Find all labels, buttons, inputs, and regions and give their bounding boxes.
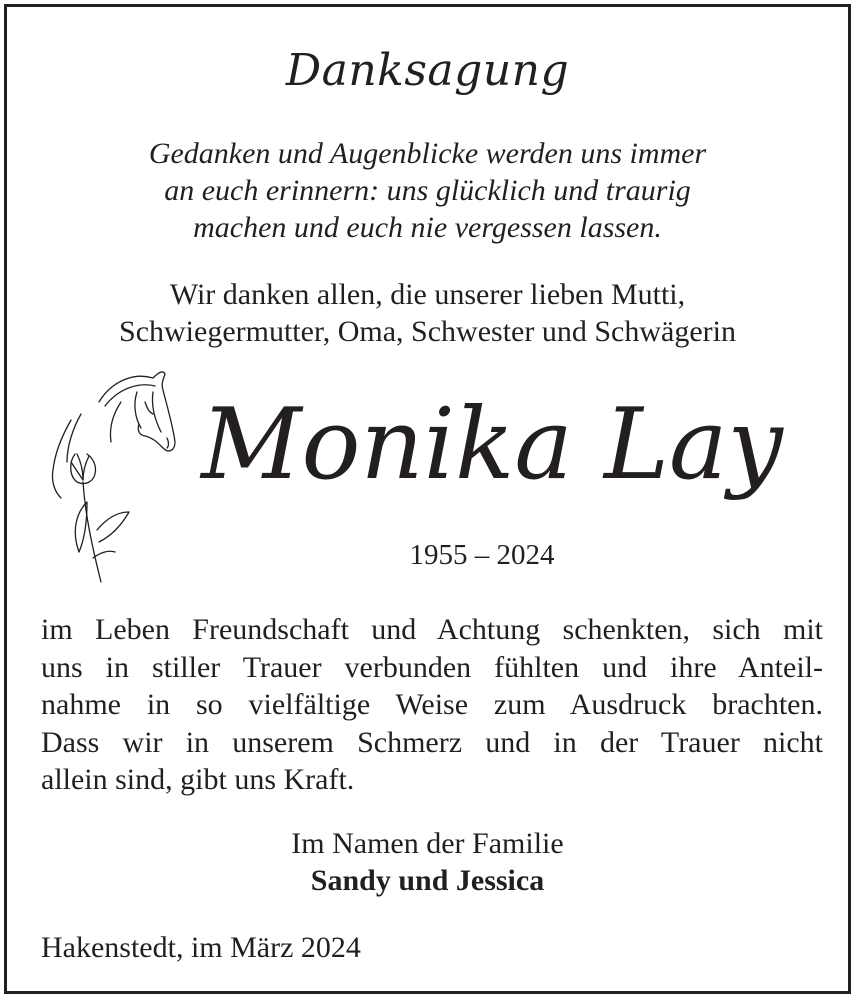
- signature-line: Im Namen der Familie: [291, 827, 564, 860]
- paragraph-line: Dass wir in unserem Schmerz und in der Trauer nicht: [41, 725, 823, 759]
- motto-verse: [7, 135, 848, 246]
- obituary-notice: [4, 4, 851, 994]
- motto-line: Gedanken und Augenblicke werden uns immer: [148, 137, 707, 170]
- paragraph-line: allein sind, gibt uns Kraft.: [41, 763, 355, 796]
- signature-block: [7, 825, 848, 899]
- intro-line: Schwiegermutter, Oma, Schwester und Schwägerin: [119, 315, 736, 348]
- place-and-date: Hakenstedt, im März 2024: [41, 931, 361, 964]
- motto-line: an euch erinnern: uns glücklich und traurig: [164, 174, 691, 207]
- intro-line: Wir danken allen, die unserer lieben Mutti,: [169, 278, 686, 311]
- paragraph-line: nahme in so vielfältige Weise zum Ausdruck brachten.: [41, 688, 823, 721]
- signature-names: Sandy und Jessica: [310, 864, 545, 897]
- thanks-paragraph: [41, 611, 823, 799]
- intro-text: [7, 276, 848, 350]
- deceased-name: Monika Lay: [201, 388, 783, 502]
- paragraph-line: uns in stiller Trauer verbunden fühlten und ihre Anteil-: [41, 650, 823, 684]
- horse-tulip-icon: [41, 362, 177, 588]
- paragraph-line: im Leben Freundschaft und Achtung schenkten, sich mit: [41, 613, 823, 646]
- life-dates: 1955 – 2024: [409, 539, 555, 571]
- heading-danksagung: Danksagung: [285, 45, 570, 96]
- motto-line: machen und euch nie vergessen lassen.: [193, 211, 662, 244]
